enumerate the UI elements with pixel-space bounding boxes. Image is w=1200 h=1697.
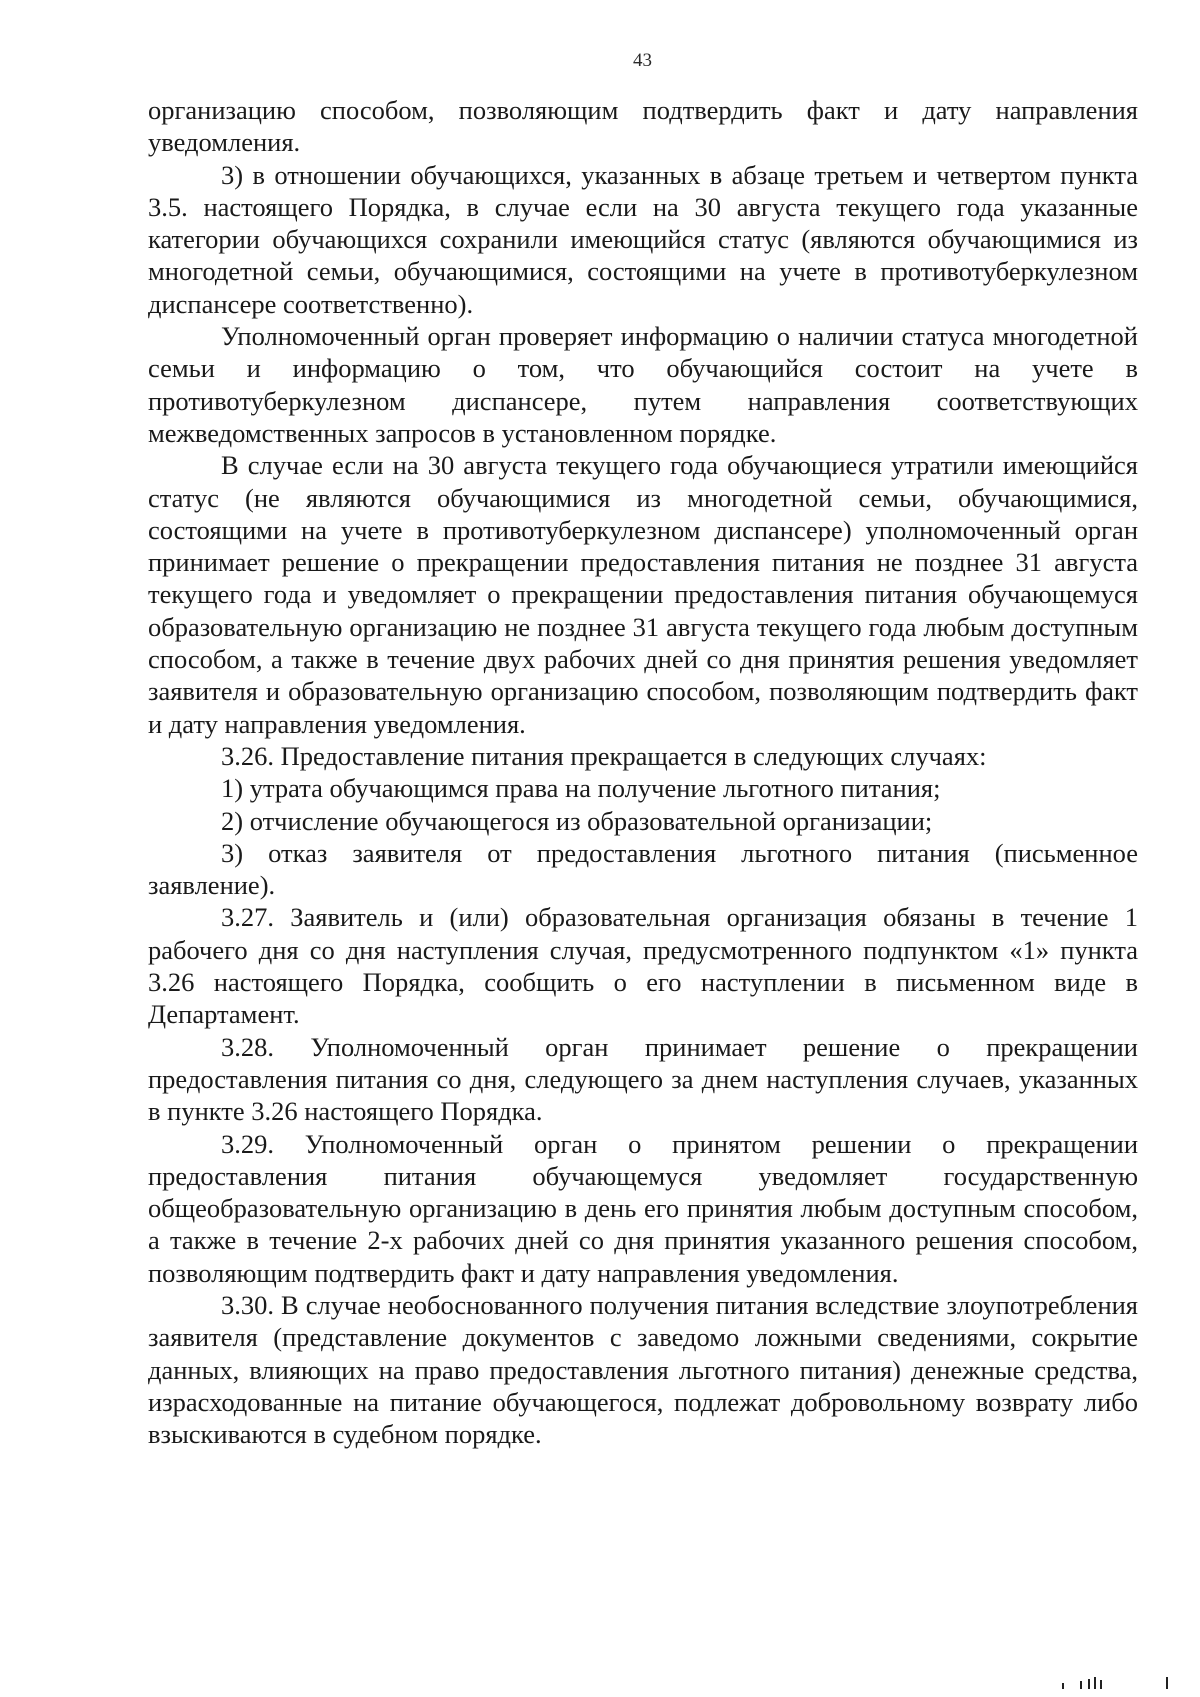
paragraph-continuation: организацию способом, позволяющим подтвердить факт и дату направления уведомления. (148, 95, 1138, 158)
paragraph-3-27: 3.27. Заявитель и (или) образовательная организация обязаны в течение 1 рабочего дня со дня наступления случая, предусмотренного подпунктом «1» пункта 3.26 настоящего Порядка, сообщить о его наступлении в письменном виде в Департамент. (148, 902, 1138, 1030)
paragraph-subitem-3: 3) в отношении обучающихся, указанных в абзаце третьем и четвертом пункта 3.5. настоящего Порядка, в случае если на 30 августа текущего года указанные категории обучающихся сохранили имеющийся статус (являются обучающимися из многодетной семьи, обучающимися, состоящими на учете в противотуберкулезном диспансере соответственно). (148, 159, 1138, 319)
paragraph-3-26: 3.26. Предоставление питания прекращается в следующих случаях: (221, 740, 987, 771)
paragraph-3-29: 3.29. Уполномоченный орган о принятом решении о прекращении предоставления питания обучающемуся уведомляет государственную общеобразовательную организацию в день его принятия любым доступным способом, а также в течение 2-х рабочих дней со дня принятия указанного решения способом, позволяющим подтвердить факт и дату направления уведомления. (148, 1128, 1138, 1288)
scan-edge-marks (1062, 1675, 1172, 1689)
paragraph-3-26-item-2: 2) отчисление обучающегося из образовательной организации; (221, 805, 933, 836)
paragraph-3-28: 3.28. Уполномоченный орган принимает решение о прекращении предоставления питания со дня, следующего за днем наступления случаев, указанных в пункте 3.26 настоящего Порядка. (148, 1031, 1138, 1127)
paragraph-3-26-item-3: 3) отказ заявителя от предоставления льготного питания (письменное заявление). (148, 837, 1138, 901)
paragraph-authority-check: Уполномоченный орган проверяет информацию о наличии статуса многодетной семьи и информацию о том, что обучающийся состоит на учете в противотуберкулезном диспансере, путем направления соответствующих межведомственных запросов в установленном порядке. (148, 321, 1138, 448)
document-body (148, 94, 1138, 1450)
page-number: 43 (633, 50, 652, 71)
paragraph-3-26-item-1: 1) утрата обучающимся права на получение льготного питания; (221, 773, 941, 804)
paragraph-3-30: 3.30. В случае необоснованного получения питания вследствие злоупотребления заявителя (представление документов с заведомо ложными сведениями, сокрытие данных, влияющих на право предоставления льготного питания) денежные средства, израсходованные на питание обучающегося, подлежат добровольному возврату либо взыскиваются в судебном порядке. (148, 1289, 1138, 1450)
paragraph-status-lost: В случае если на 30 августа текущего года обучающиеся утратили имеющийся статус (не являются обучающимися из многодетной семьи, обучающимися, состоящими на учете в противотуберкулезном диспансере) уполномоченный орган принимает решение о прекращении предоставления питания не позднее 31 августа текущего года и уведомляет о прекращении предоставления питания обучающемуся образовательную организацию не позднее 31 августа текущего года любым доступным способом, а также в течение двух рабочих дней со дня принятия решения уведомляет заявителя и образовательную организацию способом, позволяющим подтвердить факт и дату направления уведомления. (148, 450, 1138, 739)
